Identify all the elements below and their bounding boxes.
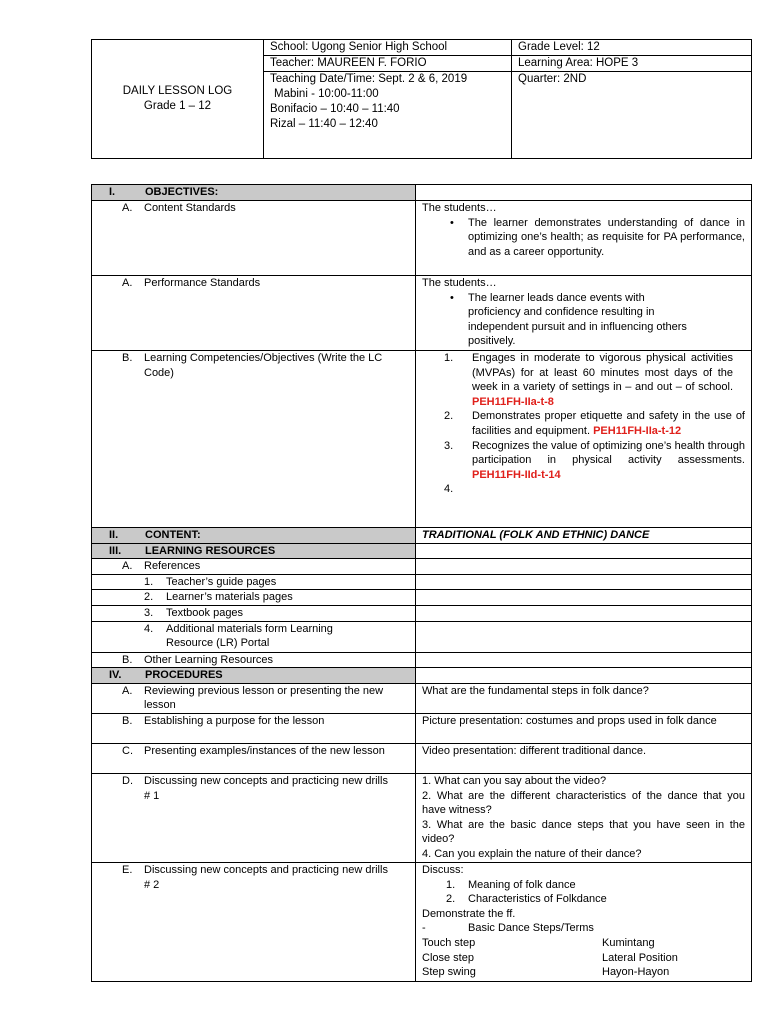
procedure-c-label (92, 743, 416, 773)
grade-level: Grade Level: 12 (518, 41, 600, 53)
competency-code: PEH11FH-IIa-t-8 (472, 395, 554, 408)
competency-text: Demonstrates proper etiquette and safety in the use of facilities and equipment. (472, 410, 745, 437)
content-row (92, 528, 752, 544)
procedure-c-value: Video presentation: different traditional dance. (416, 743, 752, 773)
item-label: Other Learning Resources (144, 653, 274, 666)
school: School: Ugong Senior High School (270, 41, 448, 53)
procedure-c-row (92, 743, 752, 773)
log-title: DAILY LESSON LOG (122, 85, 233, 97)
grade-range: Grade 1 – 12 (143, 100, 212, 112)
ref-item-value (416, 605, 752, 621)
content-value: TRADITIONAL (FOLK AND ETHNIC) DANCE (416, 528, 752, 544)
content-standards-text: The learner demonstrates understanding of dance in optimizing one’s health; as requisite for PA performance, and as a career opportunity. (468, 216, 745, 258)
schedule-rizal: Rizal – 11:40 – 12:40 (270, 118, 378, 130)
step-name: Hayon-Hayon (602, 966, 670, 979)
item-label: Presenting examples/instances of the new lesson (144, 744, 385, 757)
section-title: LEARNING RESOURCES (145, 544, 276, 557)
learning-area-cell (512, 56, 752, 72)
step-row (422, 965, 745, 980)
other-resources-value (416, 652, 752, 668)
resources-value (416, 543, 752, 559)
procedure-e-row (92, 862, 752, 981)
competencies-label (92, 351, 416, 528)
item-label: Performance Standards (144, 277, 261, 289)
competency-number: 4. (444, 483, 454, 496)
procedure-b-label (92, 713, 416, 743)
procedure-b-value: Picture presentation: costumes and props used in folk dance (416, 713, 752, 743)
teaching-date-cell (264, 72, 512, 159)
competencies-row (92, 351, 752, 528)
item-label: References (144, 560, 201, 573)
ref-item-row (92, 621, 752, 652)
item-label: Teacher’s guide pages (166, 575, 277, 588)
procedure-d-value (416, 773, 752, 862)
section-number: IV. (109, 669, 122, 682)
resources-heading (92, 543, 416, 559)
content-standards-row (92, 201, 752, 276)
steps-title: Basic Dance Steps/Terms (468, 922, 594, 935)
competency-code: PEH11FH-IIa-t-12 (593, 424, 682, 437)
teacher-cell (264, 56, 512, 72)
competency-text: Recognizes the value of optimizing one’s health through participation in physical activity assessments. (472, 439, 745, 467)
schedule-mabini: Mabini - 10:00-11:00 (274, 88, 379, 100)
log-title-cell (92, 40, 264, 159)
procedure-d-label (92, 773, 416, 862)
bullet-icon: • (450, 291, 454, 304)
procedure-e-value (416, 862, 752, 981)
references-value (416, 559, 752, 575)
competency-code: PEH11FH-IId-t-14 (472, 468, 561, 481)
school-cell (264, 40, 512, 56)
ref-item-value (416, 574, 752, 590)
step-name: Kumintang (602, 936, 655, 949)
question: 2. What are the different characteristics of the dance that you have witness? (422, 789, 745, 817)
step-name: Step swing (422, 966, 476, 979)
procedures-row (92, 668, 752, 684)
teacher: Teacher: MAUREEN F. FORIO (270, 57, 427, 69)
quarter: Quarter: 2ND (518, 73, 587, 85)
discuss-item (422, 892, 745, 907)
objectives-row (92, 185, 752, 201)
other-resources-row (92, 652, 752, 668)
item-marker: B. (122, 714, 133, 727)
ref-item-row (92, 605, 752, 621)
procedure-a-value: What are the fundamental steps in folk dance? (416, 683, 752, 713)
teaching-date: Teaching Date/Time: Sept. 2 & 6, 2019 (270, 73, 468, 85)
competency-number: 2. (444, 410, 454, 423)
item-marker: D. (122, 774, 133, 787)
objectives-heading (92, 185, 416, 201)
step-name: Close step (422, 951, 474, 964)
procedure-b-row (92, 713, 752, 743)
content-standards-intro: The students… (422, 202, 497, 214)
item-marker: 3. (144, 606, 154, 619)
header-table (91, 39, 752, 159)
item-marker: 4. (144, 622, 154, 635)
procedures-value (416, 668, 752, 684)
item-marker: E. (122, 863, 133, 876)
performance-standards-intro: The students… (422, 277, 497, 289)
item-marker: 1. (144, 575, 154, 588)
grade-level-cell (512, 40, 752, 56)
resources-row (92, 543, 752, 559)
item-label: Content Standards (144, 202, 236, 214)
content-standards-label (92, 201, 416, 276)
item-label: Meaning of folk dance (468, 878, 576, 891)
competency-number: 1. (444, 352, 454, 364)
section-number: II. (109, 529, 119, 541)
step-row (422, 936, 745, 951)
ref-item-value (416, 590, 752, 606)
item-label: Textbook pages (166, 606, 244, 619)
schedule-bonifacio: Bonifacio – 10:40 – 11:40 (270, 103, 400, 115)
item-marker: A. (122, 560, 133, 573)
item-label: Learner’s materials pages (166, 591, 293, 604)
competency-number: 3. (444, 439, 454, 452)
item-label: Characteristics of Folkdance (468, 893, 607, 906)
objectives-value (416, 185, 752, 201)
question: 4. Can you explain the nature of their dance? (422, 847, 642, 860)
section-title: CONTENT: (145, 529, 201, 541)
competency-item (422, 482, 745, 497)
ref-item-label (92, 590, 416, 606)
content-heading (92, 528, 416, 544)
learning-area: Learning Area: HOPE 3 (518, 57, 639, 69)
item-marker: B. (122, 352, 133, 364)
step-row (422, 951, 745, 966)
performance-standards-value (416, 276, 752, 351)
competencies-value (416, 351, 752, 528)
discuss-label: Discuss: (422, 863, 464, 876)
discuss-item (422, 878, 745, 893)
content-standards-value (416, 201, 752, 276)
lesson-table (91, 184, 752, 982)
item-label: Additional materials form Learning Resource (LR) Portal (166, 622, 333, 650)
competency-item (422, 439, 745, 483)
ref-item-label (92, 621, 416, 652)
item-label: Discussing new concepts and practicing new drills # 1 (144, 774, 388, 802)
item-label: Establishing a purpose for the lesson (144, 714, 325, 727)
demonstrate-label: Demonstrate the ff. (422, 907, 516, 920)
section-number: I. (109, 186, 116, 198)
item-marker: 2. (144, 591, 154, 604)
item-marker: 1. (446, 878, 456, 891)
item-marker: B. (122, 653, 133, 666)
item-marker: 2. (446, 893, 456, 906)
section-number: III. (109, 544, 122, 557)
section-title: PROCEDURES (145, 669, 223, 682)
procedure-a-label (92, 683, 416, 713)
question: 3. What are the basic dance steps that you have seen in the video? (422, 818, 745, 846)
step-name: Touch step (422, 936, 476, 949)
item-label: Reviewing previous lesson or presenting the new lesson (144, 684, 384, 712)
competency-text: Engages in moderate to vigorous physical activities (MVPAs) for at least 60 minutes most days of the week in a variety of settings in – and out – of school. (472, 352, 733, 394)
procedure-e-label (92, 862, 416, 981)
ref-item-value (416, 621, 752, 652)
other-resources-label (92, 652, 416, 668)
item-label: Discussing new concepts and practicing new drills # 2 (144, 863, 388, 891)
references-row (92, 559, 752, 575)
procedures-heading (92, 668, 416, 684)
competency-item (422, 409, 745, 438)
competency-item (422, 351, 745, 409)
ref-item-row (92, 590, 752, 606)
ref-item-label (92, 605, 416, 621)
item-marker: A. (122, 202, 133, 214)
ref-item-row (92, 574, 752, 590)
dash-marker: - (422, 922, 426, 935)
steps-heading (422, 921, 745, 936)
references-label (92, 559, 416, 575)
question: 1. What can you say about the video? (422, 774, 607, 787)
procedure-d-row (92, 773, 752, 862)
step-name: Lateral Position (602, 951, 678, 964)
item-marker: A. (122, 277, 133, 289)
performance-standards-row (92, 276, 752, 351)
item-marker: A. (122, 684, 133, 697)
performance-standards-label (92, 276, 416, 351)
item-label: Learning Competencies/Objectives (Write the LC Code) (144, 352, 383, 379)
bullet-icon: • (450, 216, 454, 229)
procedure-a-row (92, 683, 752, 713)
performance-standards-text: The learner leads dance events with proficiency and confidence resulting in independent pursuit and in influencing others positively. (468, 291, 687, 348)
section-title: OBJECTIVES: (145, 186, 219, 198)
quarter-cell (512, 72, 752, 159)
ref-item-label (92, 574, 416, 590)
item-marker: C. (122, 744, 133, 757)
